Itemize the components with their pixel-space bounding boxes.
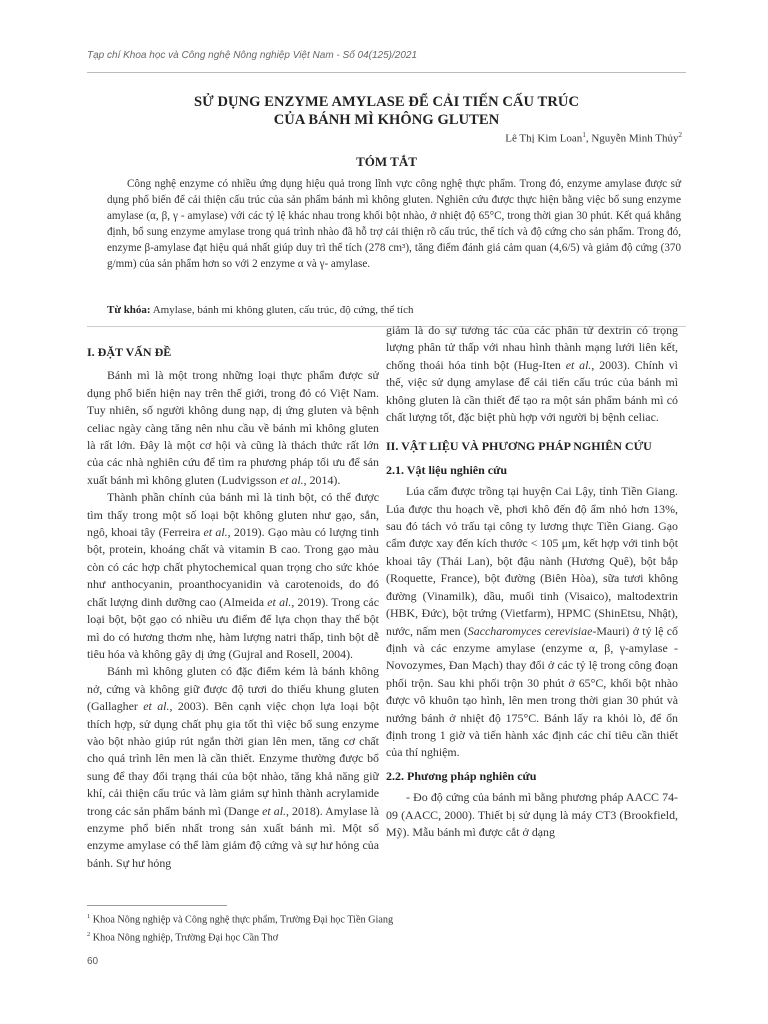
- text: Thành phần chính của bánh mì là tinh bột, có thể được tìm thấy trong một số loại bột không gluten như gạo, sắn, ngô, khoai tây (Ferreira: [87, 490, 379, 540]
- page-number: 60: [87, 956, 99, 967]
- footnote-text: Khoa Nông nghiệp, Trường Đại học Cần Thơ: [90, 932, 279, 944]
- paragraph: [386, 483, 678, 762]
- text: , 2003). Bên cạnh việc chọn lựa loại bột thích hợp, sử dụng chất phụ gia tốt thì việc bổ sung enzyme vào bột nhào giúp rút ngắn thời gian lên men, tăng cơ chất cho quá trình lên men là cần thiết. Enzyme thường được bổ sung để thay đổi trạng thái của bột nhào, tăng khả năng giữ khí, cải thiện cấu trúc và làm giảm sự hình thành acrylamide trong các sản phẩm bánh mì (Dange: [87, 699, 379, 818]
- author-name: Lê Thị Kim Loan: [505, 132, 583, 145]
- subsection-heading: 2.1. Vật liệu nghiên cứu: [386, 462, 507, 477]
- text: Bánh mì là một trong những loại thực phẩm được sử dụng phổ biến hiện nay trên thế giới, trong đó có Việt Nam. Tuy nhiên, số người không dung nạp, dị ứng gluten và bệnh celiac ngày càng tăng nên nhu cầu về bánh mì không gluten là rất lớn. Đây là một cơ hội và cũng là thách thức rất lớn của các nhà nghiên cứu để tìm ra phương pháp tối ưu để sản xuất bánh mì không gluten (Ludvigsson: [87, 368, 379, 487]
- footnote: [87, 927, 393, 945]
- text: Lúa cẩm được trồng tại huyện Cai Lậy, tỉnh Tiền Giang. Lúa được thu hoạch về, phơi khô đến độ ẩm nhỏ hơn 13%, sau đó tách vỏ trấu tại công ty lương thực Tiền Giang. Gạo cẩm được xay đến kích thước < 105 μm, kết hợp với tinh bột khoai tây (Thái Lan), bột đậu nành (Hương Quê), bột bắp (Roquette, France), bột đường (Biên Hòa), sữa tươi không đường (Vinamilk), dầu, muối tinh (Visaico), maltodextrin (HBK, Đức), bột trứng (Vietfarm), HPMC (ShinEtsu, Nhật), nước, nấm men (: [386, 484, 678, 638]
- header-divider: [87, 72, 686, 73]
- paragraph: [386, 322, 678, 426]
- footnote-text: Khoa Nông nghiệp và Công nghệ thực phẩm, Trường Đại học Tiền Giang: [90, 914, 394, 926]
- author-separator: ,: [585, 132, 592, 145]
- keywords: [107, 303, 681, 318]
- footnotes: [87, 909, 393, 946]
- citation-etal: et al.: [262, 803, 286, 818]
- affiliation-marker: 2: [678, 131, 682, 139]
- section-heading: I. ĐẶT VẤN ĐỀ: [87, 345, 172, 359]
- paragraph: [87, 489, 379, 663]
- footnote-marker: 2: [87, 931, 91, 939]
- paragraph: - Đo độ cứng của bánh mì bằng phương pháp AACC 74-09 (AACC, 2000). Thiết bị sử dụng là máy CT3 (Brookfield, Mỹ). Mẫu bánh mì được cắt ở dạng: [386, 790, 678, 839]
- text: , 2003). Chính vì thế, việc sử dụng amylase để cải tiến cấu trúc của bánh mì không gluten là cần thiết để tạo ra một sản phẩm bánh mì có chất lượng tốt, đặc biệt phù hợp với người bị bệnh celiac.: [386, 357, 678, 425]
- footnote-marker: 1: [87, 913, 91, 920]
- journal-header: Tạp chí Khoa học và Công nghệ Nông nghiệp Việt Nam - Số 04(125)/2021: [87, 50, 418, 61]
- text: -Mauri) ở tỷ lệ cố định và các enzyme amylase (enzyme α, β, γ-amylase -Novozymes, Đan Mạch) thay đổi ở các tỷ lệ trong công đoạn phối trộn. Sau khi phối trộn 30 phút ở 65°C, khối bột nhào được vô khuôn tạo hình, lên men trong thời gian 30 phút và nướng bánh ở nhiệt độ 175°C. Bánh lấy ra khỏi lò, để ổn định trong 1 giờ và tiến hành xác định các chỉ tiêu cần thiết của thí nghiệm.: [386, 623, 678, 760]
- text: , 2019). Gạo màu có lượng tinh bột, protein, khoáng chất và vitamin B cao. Trong gạo màu còn có các hợp chất phytochemical quan trọng cho sức khỏe như anthocyanin, proanthocyanidin và carotenoids, do đó chất lượng dinh dưỡng cao (Almeida: [87, 525, 379, 609]
- footnote-divider: [87, 905, 227, 906]
- article-title: [87, 93, 686, 129]
- text: Bánh mì không gluten có đặc điểm kém là bánh không nở, cứng và không giữ được độ tươi do thiếu khung gluten (Gallagher: [87, 664, 379, 714]
- title-line-2: CỦA BÁNH MÌ KHÔNG GLUTEN: [273, 112, 500, 128]
- title-line-1: SỬ DỤNG ENZYME AMYLASE ĐỂ CẢI TIẾN CẤU TRÚC: [193, 94, 580, 110]
- subsection-heading: 2.2. Phương pháp nghiên cứu: [386, 768, 537, 783]
- abstract-heading: TÓM TẮT: [356, 154, 417, 169]
- text: , 2019). Trong các loại bột, bột gạo có nhiều ưu điểm để lựa chọn thay thế bột mì do có hương thơm nhẹ, hàm lượng natri thấp, tinh bột dễ tiêu hóa và không gây dị ứng (Gujral and Rosell, 2004).: [87, 594, 379, 661]
- text: , 2014).: [303, 472, 341, 487]
- species-name: Saccharomyces cerevisiae: [467, 623, 593, 638]
- footnote: [87, 909, 393, 927]
- citation-etal: et al.: [267, 594, 292, 609]
- author-list: [505, 131, 682, 145]
- citation-etal: et al.: [279, 472, 304, 487]
- right-column: [386, 322, 678, 878]
- citation-etal: et al.: [203, 525, 228, 540]
- section-heading: II. VẬT LIỆU VÀ PHƯƠNG PHÁP NGHIÊN CỨU: [386, 439, 652, 454]
- text: giảm là do sự tương tác của các phân tử dextrin có trọng lượng phân tử thấp với nhau hình thành mạng lưới liên kết, chống thoái hóa tinh bột (Hug-Iten: [386, 323, 678, 372]
- citation-etal: et al.: [143, 699, 170, 714]
- text: , 2018). Amylase là enzyme phổ biến nhất trong sản xuất bánh mì. Một số enzyme amylase có thể làm giảm độ cứng và sự hư hỏng của bánh. Sự hư hỏng: [87, 803, 379, 870]
- paragraph: [87, 367, 379, 489]
- paragraph: [87, 663, 379, 872]
- author-name: Nguyễn Minh Thủy: [591, 132, 679, 145]
- keywords-label: Từ khóa:: [107, 304, 151, 316]
- citation-etal: et al.: [565, 357, 592, 372]
- left-column: [87, 344, 379, 900]
- affiliation-marker: 1: [582, 131, 586, 139]
- abstract-text: Công nghệ enzyme có nhiều ứng dụng hiệu quả trong lĩnh vực công nghệ thực phẩm. Trong đó, enzyme amylase được sử dụng phổ biến để cải thiện cấu trúc của sản phẩm bánh mì không gluten. Nghiên cứu được thực hiện bằng việc bổ sung enzyme amylase (α, β, γ - amylase) với các tỷ lệ khác nhau trong khối bột nhào, ở nhiệt độ 65°C, trong thời gian 30 phút. Kết quả khẳng định, bổ sung enzyme amylase trong quá trình nhào đã hỗ trợ cải thiện rõ cấu trúc, thể tích và độ cứng cho sản phẩm. Trong đó, enzyme β-amylase đạt hiệu quả nhất giúp duy trì thể tích (278 cm³), tăng điểm đánh giá cảm quan (4,6/5) và giảm độ cứng (370 g/mm) của sản phẩm hơn so với 2 enzyme α và γ- amylase.: [107, 178, 681, 270]
- keywords-list: Amylase, bánh mì không gluten, cấu trúc, độ cứng, thể tích: [150, 304, 414, 316]
